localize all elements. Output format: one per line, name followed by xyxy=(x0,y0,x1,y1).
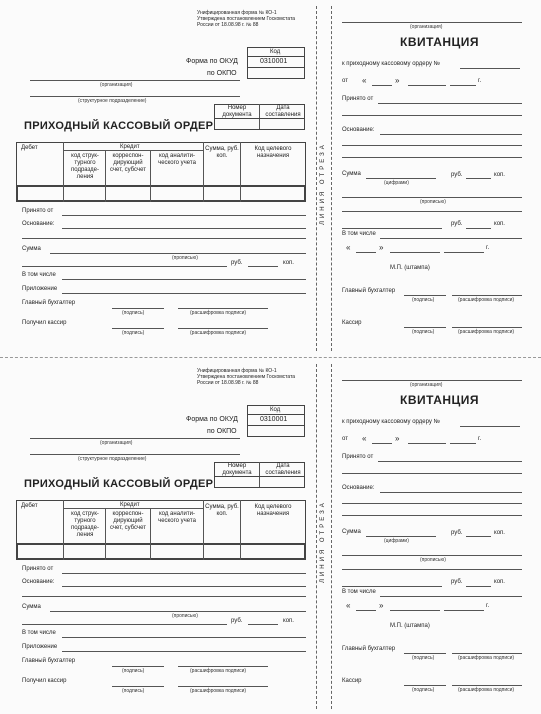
form-note-line-1: Унифицированная форма № КО-1 xyxy=(197,10,277,16)
col-analytic-header: код аналити-ческого учета xyxy=(158,511,196,524)
including-field[interactable] xyxy=(62,279,306,280)
receipt-cashier-decoding[interactable] xyxy=(452,685,522,686)
col-purpose-header: Код целевого назначения xyxy=(254,146,292,159)
amount-words-field[interactable] xyxy=(50,253,306,254)
subdivision-caption: (структурное подразделение) xyxy=(78,98,147,104)
amount-words-field[interactable] xyxy=(50,611,306,612)
including-field[interactable] xyxy=(62,637,306,638)
receipt-chief-accountant-label: Главный бухгалтер xyxy=(342,646,396,652)
organization-caption: (организация) xyxy=(100,440,133,446)
receipt-chief-signature[interactable] xyxy=(404,295,446,296)
kop-label: коп. xyxy=(283,260,294,266)
attachment-field[interactable] xyxy=(62,651,306,652)
including-label: В том числе xyxy=(22,272,56,278)
col-corr-header: корреспон-дирующий счет, субсчет xyxy=(110,153,146,173)
credit-header: Кредит xyxy=(120,144,140,150)
receipt-chief-signature[interactable] xyxy=(404,653,446,654)
okpo-value-cell[interactable] xyxy=(247,67,305,79)
form-note-line-2: Утверждена постановлением Госкомстата xyxy=(197,16,296,22)
col-struct-header: код струк-турного подразде-ления xyxy=(70,511,100,538)
cashier-decoding[interactable] xyxy=(178,328,268,329)
form-note-line-3: России от 18.08.98 г. № 88 xyxy=(197,380,259,386)
receipt-basis-label: Основание: xyxy=(342,127,375,133)
rub-label: руб. xyxy=(231,260,243,266)
okpo-label: по ОКПО xyxy=(207,70,237,77)
chief-accountant-decoding[interactable] xyxy=(178,666,268,667)
basis-field[interactable] xyxy=(62,228,306,229)
kod-header-cell: Код xyxy=(247,405,305,415)
order-title: ПРИХОДНЫЙ КАССОВЫЙ ОРДЕР xyxy=(24,478,214,490)
attachment-label: Приложение xyxy=(22,286,58,292)
amount-words-caption: (прописью) xyxy=(172,255,198,261)
attachment-field[interactable] xyxy=(62,293,306,294)
receipt-cashier-label: Кассир xyxy=(342,320,362,326)
organization-line[interactable] xyxy=(30,438,240,439)
okpo-value-cell[interactable] xyxy=(247,425,305,437)
col-struct-header: код струк-турного подразде-ления xyxy=(70,153,100,180)
cut-line-label: ЛИНИЯ ОТРЕЗА xyxy=(320,142,326,225)
receipt-received-from-field[interactable] xyxy=(378,103,522,104)
receipt-received-from-label: Принято от xyxy=(342,454,374,460)
cash-order-form-bottom: Унифицированная форма № КО-1 Утверждена постановлением Госкомстата России от 18.08.98 г. № 88 Код 0310001 Форма по ОКУД по ОКПО (организация) (структурное подразделение) Номер документа Дата составления ПРИХОДНЫЙ КАССОВЫЙ ОРДЕР Дебет Кредит код струк-турного подразде-ления корреспон-дирующий счет, субсчет код аналити-ческого учета Сумма, руб. коп. Код целевого назначения Принято от Основание: Сумма (прописью) руб. коп. В том числе Приложение Главный бухгалтер (подпись) (расшифровка подписи) Получил кассир (подпись) (расшифровка подписи) ЛИНИЯ ОТРЕЗА (организация) КВИТАНЦИЯ к приходному кассовому ордеру № от « » г. Принято от Основание: Сумма (цифрами) руб. коп. (прописью) руб. коп. В том числе « » г. М.П. (штампа) Главный бухгалтер (подпись) (расшифровка подписи) Кассир (подпись) (расшифровка подписи) xyxy=(0,357,541,714)
receipt-amount-words-field[interactable] xyxy=(342,197,522,198)
form-note xyxy=(197,10,295,28)
basis-field-2[interactable] xyxy=(22,596,306,597)
amount-label: Сумма xyxy=(22,604,41,610)
col-analytic-header: код аналити-ческого учета xyxy=(158,153,196,166)
cashier-signature[interactable] xyxy=(112,686,164,687)
receipt-order-number-field[interactable] xyxy=(460,68,520,69)
receipt-organization-line[interactable] xyxy=(342,22,522,23)
receipt-order-number-field[interactable] xyxy=(460,426,520,427)
okud-value-cell[interactable]: 0310001 xyxy=(247,414,305,426)
subdivision-caption: (структурное подразделение) xyxy=(78,456,147,462)
chief-accountant-decoding[interactable] xyxy=(178,308,268,309)
receipt-including-label: В том числе xyxy=(342,231,376,237)
amount-words-caption: (прописью) xyxy=(172,613,198,619)
receipt-amount-label: Сумма xyxy=(342,171,361,177)
amount-label: Сумма xyxy=(22,246,41,252)
kop-label: коп. xyxy=(283,618,294,624)
debit-header: Дебет xyxy=(21,145,38,151)
col-purpose-header: Код целевого назначения xyxy=(254,504,292,517)
doc-date-header: Дата составления xyxy=(265,105,301,118)
kop-field[interactable] xyxy=(248,266,278,267)
received-from-field[interactable] xyxy=(62,215,306,216)
cut-line xyxy=(316,364,317,709)
receipt-basis-field[interactable] xyxy=(380,134,522,135)
received-from-label: Принято от xyxy=(22,566,54,572)
rub-label: руб. xyxy=(231,618,243,624)
form-note xyxy=(197,368,295,386)
attachment-label: Приложение xyxy=(22,644,58,650)
form-note-line-2: Утверждена постановлением Госкомстата xyxy=(197,374,296,380)
receipt-received-from-label: Принято от xyxy=(342,96,374,102)
receipt-received-from-field[interactable] xyxy=(378,461,522,462)
basis-field-2[interactable] xyxy=(22,238,306,239)
receipt-kop-field[interactable] xyxy=(466,178,491,179)
receipt-month-field[interactable] xyxy=(408,443,446,444)
cashier-signature[interactable] xyxy=(112,328,164,329)
receipt-title: КВИТАНЦИЯ xyxy=(400,35,480,49)
organization-caption: (организация) xyxy=(100,82,133,88)
col-sum-header: Сумма, руб. коп. xyxy=(205,504,239,517)
receipt-title: КВИТАНЦИЯ xyxy=(400,393,480,407)
basis-field[interactable] xyxy=(62,586,306,587)
doc-values-box[interactable] xyxy=(214,118,305,130)
chief-accountant-label: Главный бухгалтер xyxy=(22,658,76,664)
cashier-label: Получил кассир xyxy=(22,678,67,684)
receipt-cashier-label: Кассир xyxy=(342,678,362,684)
table-value-row[interactable] xyxy=(16,543,306,560)
receipt-kop-field[interactable] xyxy=(466,536,491,537)
okud-value-cell[interactable]: 0310001 xyxy=(247,56,305,68)
cut-line xyxy=(316,6,317,351)
receipt-organization-line[interactable] xyxy=(342,380,522,381)
credit-header: Кредит xyxy=(120,502,140,508)
subdivision-line[interactable] xyxy=(30,96,240,97)
receipt-organization-caption: (организация) xyxy=(410,24,443,30)
receipt-including-label: В том числе xyxy=(342,589,376,595)
receipt-chief-decoding[interactable] xyxy=(452,653,522,654)
receipt-to-order-label: к приходному кассовому ордеру № xyxy=(342,419,440,425)
received-from-field[interactable] xyxy=(62,573,306,574)
receipt-cashier-signature[interactable] xyxy=(404,327,446,328)
subdivision-line[interactable] xyxy=(30,454,240,455)
receipt-chief-accountant-label: Главный бухгалтер xyxy=(342,288,396,294)
okpo-label: по ОКПО xyxy=(207,428,237,435)
receipt-to-order-label: к приходному кассовому ордеру № xyxy=(342,61,440,67)
doc-number-header: Номер документа xyxy=(222,463,252,476)
receipt-including-field[interactable] xyxy=(380,596,522,597)
receipt-amount-digits-field[interactable] xyxy=(366,178,436,179)
okud-label: Форма по ОКУД xyxy=(186,58,238,65)
receipt-month-field[interactable] xyxy=(408,85,446,86)
cashier-decoding[interactable] xyxy=(178,686,268,687)
cut-line-label: ЛИНИЯ ОТРЕЗА xyxy=(320,500,326,583)
receipt-year-field[interactable] xyxy=(450,85,476,86)
receipt-year-field[interactable] xyxy=(450,443,476,444)
basis-label: Основание: xyxy=(22,579,55,585)
received-from-label: Принято от xyxy=(22,208,54,214)
okud-label: Форма по ОКУД xyxy=(186,416,238,423)
amount-words-field-2[interactable] xyxy=(22,624,227,625)
doc-values-box[interactable] xyxy=(214,476,305,488)
receipt-day-field[interactable] xyxy=(372,443,392,444)
doc-date-header: Дата составления xyxy=(265,463,301,476)
receipt-including-field[interactable] xyxy=(380,238,522,239)
chief-accountant-signature[interactable] xyxy=(112,666,164,667)
chief-accountant-signature[interactable] xyxy=(112,308,164,309)
receipt-stamp-label: М.П. (штампа) xyxy=(390,265,430,271)
order-title: ПРИХОДНЫЙ КАССОВЫЙ ОРДЕР xyxy=(24,120,214,132)
receipt-amount-words-field[interactable] xyxy=(342,555,522,556)
amount-words-field-2[interactable] xyxy=(22,266,227,267)
cash-order-form-top: Унифицированная форма № КО-1 Утверждена постановлением Госкомстата России от 18.08.98 г. № 88 Код 0310001 Форма по ОКУД по ОКПО (организация) (структурное подразделение) Номер документа Дата составления ПРИХОДНЫЙ КАССОВЫЙ ОРДЕР Дебет Кредит код струк-турного подразде-ления корреспон-дирующий счет, субсчет код аналити-ческого учета Сумма, руб. коп. Код целевого назначения Принято от Основание: Сумма (прописью) руб. коп. В том числе Приложение Главный бухгалтер (подпись) (расшифровка подписи) Получил кассир (подпись) (расшифровка подписи) ЛИНИЯ ОТРЕЗА (организация) КВИТАНЦИЯ к приходному кассовому ордеру № от « » г. Принято от Основание: Сумма (цифрами) руб. коп. (прописью) руб. коп. В том числе « » г. М.П. (штампа) Главный бухгалтер (подпись) (расшифровка подписи) Кассир (подпись) (расшифровка подписи) xyxy=(0,0,541,357)
receipt-chief-decoding[interactable] xyxy=(452,295,522,296)
receipt-basis-field[interactable] xyxy=(380,492,522,493)
kod-header-cell: Код xyxy=(247,47,305,57)
including-label: В том числе xyxy=(22,630,56,636)
form-note-line-1: Унифицированная форма № КО-1 xyxy=(197,368,277,374)
kop-field[interactable] xyxy=(248,624,278,625)
col-sum-header: Сумма, руб. коп. xyxy=(205,146,239,159)
col-corr-header: корреспон-дирующий счет, субсчет xyxy=(110,511,146,531)
receipt-cashier-signature[interactable] xyxy=(404,685,446,686)
receipt-amount-digits-field[interactable] xyxy=(366,536,436,537)
receipt-organization-caption: (организация) xyxy=(410,382,443,388)
form-note-line-3: России от 18.08.98 г. № 88 xyxy=(197,22,259,28)
debit-header: Дебет xyxy=(21,503,38,509)
doc-number-header: Номер документа xyxy=(222,105,252,118)
receipt-day-field[interactable] xyxy=(372,85,392,86)
receipt-amount-label: Сумма xyxy=(342,529,361,535)
chief-accountant-label: Главный бухгалтер xyxy=(22,300,76,306)
basis-label: Основание: xyxy=(22,221,55,227)
receipt-basis-label: Основание: xyxy=(342,485,375,491)
receipt-cashier-decoding[interactable] xyxy=(452,327,522,328)
cashier-label: Получил кассир xyxy=(22,320,67,326)
table-value-row[interactable] xyxy=(16,185,306,202)
receipt-stamp-label: М.П. (штампа) xyxy=(390,623,430,629)
organization-line[interactable] xyxy=(30,80,240,81)
